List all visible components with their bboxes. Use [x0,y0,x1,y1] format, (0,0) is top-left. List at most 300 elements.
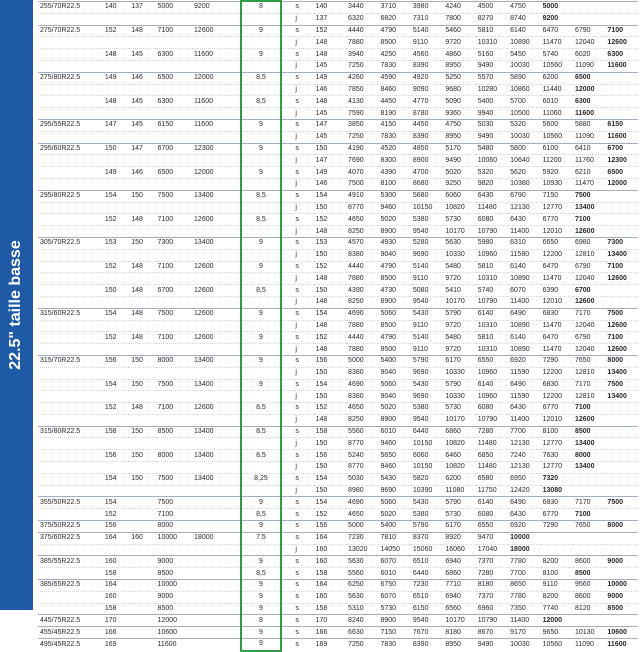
value-cell: 152 [103,509,129,521]
value-cell: 5310 [346,603,378,615]
table-row [38,60,638,72]
value-cell: 18000 [192,532,228,544]
spacer-cell [229,49,241,61]
value-cell: 4440 [346,332,378,344]
value-cell: 12810 [573,249,605,261]
value-cell: 4690 [346,308,378,320]
value-cell: 154 [103,190,129,202]
value-cell: 6140 [476,379,508,391]
value-cell: 6850 [476,450,508,462]
value-cell: 5000 [541,1,573,13]
value-cell: 10310 [476,320,508,332]
value-cell: 5740 [476,285,508,297]
rim-width-cell: 9 [241,379,282,391]
value-cell: 7100 [156,332,192,344]
mode-cell: j [293,37,313,49]
value-cell [192,391,228,403]
value-cell: 13400 [573,438,605,450]
value-cell: 5790 [411,355,443,367]
value-cell: 169 [103,639,129,651]
rim-width-cell: 9 [241,591,282,603]
value-cell [129,178,155,190]
value-cell [129,556,155,568]
spacer-cell [281,72,293,84]
value-cell [103,202,129,214]
value-cell: 10330 [443,391,475,403]
rim-width-cell: 8,5 [241,96,282,108]
value-cell: 6010 [378,426,410,438]
spacer-cell [229,25,241,37]
tire-size-cell [38,84,103,96]
value-cell: 153 [314,237,346,249]
value-cell: 7650 [573,521,605,533]
value-cell: 9040 [378,391,410,403]
table-row [38,462,638,474]
value-cell: 5020 [378,214,410,226]
value-cell: 5380 [411,214,443,226]
rim-width-cell: 9 [241,143,282,155]
value-cell: 4130 [346,96,378,108]
tire-size-cell: 385/65R22.5 [38,580,103,592]
value-cell [129,462,155,474]
value-cell: 7370 [476,556,508,568]
value-cell: 6310 [508,237,540,249]
value-cell: 11400 [508,296,540,308]
value-cell: 11470 [541,344,573,356]
value-cell: 6650 [541,237,573,249]
value-cell: 12010 [541,226,573,238]
spacer-cell [281,355,293,367]
value-cell: 10930 [541,178,573,190]
value-cell: 154 [103,379,129,391]
value-cell: 9490 [476,639,508,651]
value-cell: 6500 [573,72,605,84]
spacer-cell [281,379,293,391]
value-cell: 156 [314,521,346,533]
spacer-cell [229,379,241,391]
value-cell: 166 [314,627,346,639]
value-cell [192,37,228,49]
table-row [38,615,638,627]
value-cell [129,544,155,556]
value-cell: 8600 [573,591,605,603]
value-cell: 11600 [573,108,605,120]
value-cell: 11600 [605,60,638,72]
value-cell: 5280 [411,237,443,249]
value-cell: 7830 [378,60,410,72]
value-cell: 6470 [541,261,573,273]
value-cell: 4390 [346,285,378,297]
value-cell [156,226,192,238]
value-cell [103,485,129,497]
table-row [38,355,638,367]
value-cell: 6500 [156,72,192,84]
value-cell: 4440 [346,261,378,273]
value-cell: 4560 [411,49,443,61]
value-cell: 9170 [508,627,540,639]
value-cell: 5030 [346,473,378,485]
value-cell: 160 [314,556,346,568]
spacer-cell [281,273,293,285]
rim-width-cell: 8,5 [241,568,282,580]
spacer-cell [281,237,293,249]
rim-width-cell: 8,5 [241,190,282,202]
value-cell: 6150 [156,119,192,131]
table-row [38,178,638,190]
table-row [38,49,638,61]
value-cell: 10170 [443,414,475,426]
value-cell: 7650 [573,355,605,367]
mode-cell: s [293,615,313,627]
value-cell: 5060 [378,379,410,391]
value-cell [192,108,228,120]
spacer-cell [281,615,293,627]
value-cell: 5430 [411,497,443,509]
value-cell: 6320 [346,13,378,25]
value-cell: 8200 [541,591,573,603]
mode-cell: j [293,249,313,261]
value-cell: 9000 [156,556,192,568]
value-cell: 11590 [508,367,540,379]
value-cell: 7500 [605,308,638,320]
value-cell: 150 [314,367,346,379]
value-cell: 6770 [541,403,573,415]
spacer-cell [229,119,241,131]
value-cell: 6200 [541,72,573,84]
table-row [38,403,638,415]
tire-size-cell: 295/55R22.5 [38,119,103,131]
value-cell [103,544,129,556]
value-cell: 6150 [411,603,443,615]
value-cell: 7150 [541,190,573,202]
value-cell: 10560 [541,131,573,143]
value-cell: 156 [103,355,129,367]
value-cell [129,13,155,25]
value-cell [103,84,129,96]
value-cell: 7100 [573,403,605,415]
tire-size-cell [38,13,103,25]
value-cell: 8100 [541,426,573,438]
value-cell: 12600 [605,320,638,332]
value-cell [605,462,638,474]
value-cell: 8780 [411,108,443,120]
value-cell [605,96,638,108]
spacer-cell [229,485,241,497]
value-cell: 5090 [443,96,475,108]
value-cell: 11400 [508,615,540,627]
spacer-cell [229,450,241,462]
tire-size-cell: 275/70R22.5 [38,25,103,37]
value-cell: 10030 [508,639,540,651]
value-cell: 9490 [476,60,508,72]
value-cell [156,155,192,167]
mode-cell: j [293,131,313,143]
value-cell: 10310 [476,273,508,285]
value-cell: 4790 [378,332,410,344]
value-cell: 4570 [346,237,378,249]
value-cell [129,296,155,308]
value-cell: 150 [314,438,346,450]
value-cell: 5240 [346,450,378,462]
value-cell [103,344,129,356]
value-cell: 145 [129,96,155,108]
value-cell: 5980 [476,237,508,249]
value-cell: 10960 [476,367,508,379]
value-cell [156,367,192,379]
value-cell: 9490 [443,155,475,167]
value-cell: 9690 [378,485,410,497]
value-cell: 9000 [605,591,638,603]
value-cell: 150 [314,285,346,297]
value-cell: 4260 [346,72,378,84]
value-cell: 160 [314,544,346,556]
spacer-cell [229,332,241,344]
value-cell: 4190 [346,143,378,155]
mode-cell: s [293,532,313,544]
value-cell: 150 [103,285,129,297]
rim-width-cell [241,155,282,167]
table-row [38,438,638,450]
value-cell: 145 [314,108,346,120]
value-cell: 11470 [573,178,605,190]
value-cell [103,13,129,25]
tire-size-cell [38,438,103,450]
value-cell: 9000 [156,591,192,603]
value-cell: 149 [314,167,346,179]
value-cell: 11090 [573,131,605,143]
spacer-cell [281,426,293,438]
value-cell [103,320,129,332]
value-cell [192,580,228,592]
tire-size-cell [38,178,103,190]
value-cell [103,391,129,403]
value-cell: 9470 [476,532,508,544]
value-cell: 8920 [443,532,475,544]
value-cell: 5630 [346,591,378,603]
value-cell: 5060 [378,308,410,320]
value-cell: 5560 [346,568,378,580]
tire-size-cell [38,403,103,415]
value-cell: 6700 [573,285,605,297]
rim-width-cell [241,178,282,190]
table-row [38,627,638,639]
mode-cell: s [293,639,313,651]
value-cell [129,391,155,403]
value-cell [192,367,228,379]
value-cell: 12600 [605,273,638,285]
value-cell: 12010 [541,296,573,308]
value-cell: 12040 [573,320,605,332]
value-cell: 10820 [443,462,475,474]
value-cell: 6960 [476,603,508,615]
value-cell: 146 [129,167,155,179]
value-cell: 7100 [156,261,192,273]
value-cell [156,60,192,72]
value-cell: 10960 [476,249,508,261]
value-cell: 12200 [541,391,573,403]
tire-size-cell: 375/50R22.5 [38,521,103,533]
table-row [38,367,638,379]
value-cell [192,556,228,568]
spacer-cell [229,509,241,521]
value-cell: 7170 [573,379,605,391]
mode-cell: s [293,190,313,202]
value-cell: 5380 [411,509,443,521]
mode-cell: j [293,273,313,285]
rim-width-cell [241,391,282,403]
value-cell: 10150 [411,202,443,214]
value-cell: 12000 [156,615,192,627]
value-cell: 10890 [508,273,540,285]
value-cell: 12040 [573,273,605,285]
spacer-cell [229,72,241,84]
value-cell: 156 [314,450,346,462]
value-cell [192,497,228,509]
value-cell: 149 [103,72,129,84]
value-cell: 10390 [411,485,443,497]
value-cell: 6500 [156,167,192,179]
rim-width-cell: 9 [241,627,282,639]
value-cell: 158 [103,603,129,615]
value-cell: 8500 [378,37,410,49]
value-cell: 11600 [605,131,638,143]
table-row [38,1,638,13]
value-cell: 164 [103,580,129,592]
value-cell: 7100 [156,214,192,226]
rim-width-cell [241,296,282,308]
spacer-cell [229,320,241,332]
table-row [38,485,638,497]
spacer-cell [229,391,241,403]
value-cell: 7500 [156,308,192,320]
value-cell [605,84,638,96]
value-cell: 9690 [411,249,443,261]
value-cell: 18000 [508,544,540,556]
mode-cell: j [293,320,313,332]
section-side-tab [0,0,33,610]
value-cell: 7290 [541,355,573,367]
value-cell: 12000 [573,84,605,96]
value-cell [192,603,228,615]
value-cell: 7230 [346,532,378,544]
value-cell: 154 [103,308,129,320]
value-cell: 148 [103,96,129,108]
spacer-cell [229,591,241,603]
value-cell: 154 [314,473,346,485]
value-cell: 12300 [192,143,228,155]
value-cell: 6020 [573,49,605,61]
value-cell: 10170 [443,226,475,238]
mode-cell: j [293,60,313,72]
value-cell: 6790 [573,25,605,37]
value-cell: 10310 [476,344,508,356]
table-row [38,426,638,438]
spacer-cell [281,296,293,308]
value-cell: 11590 [508,391,540,403]
value-cell: 11090 [573,60,605,72]
spacer-cell [281,1,293,13]
value-cell: 7700 [508,426,540,438]
spacer-cell [229,532,241,544]
value-cell [156,131,192,143]
tire-size-cell: 315/80R22.5 [38,426,103,438]
value-cell: 12130 [508,462,540,474]
value-cell: 6510 [411,556,443,568]
value-cell: 12770 [541,202,573,214]
value-cell: 12810 [573,367,605,379]
value-cell: 11470 [541,37,573,49]
value-cell: 11400 [508,226,540,238]
value-cell: 8900 [378,414,410,426]
value-cell [103,414,129,426]
rim-width-cell [241,462,282,474]
spacer-cell [229,308,241,320]
value-cell: 7850 [346,84,378,96]
value-cell: 152 [103,25,129,37]
value-cell: 4930 [378,237,410,249]
value-cell: 6080 [476,214,508,226]
value-cell: 5140 [411,332,443,344]
value-cell: 10790 [476,226,508,238]
rim-width-cell: 8 [241,615,282,627]
mode-cell: s [293,72,313,84]
value-cell: 6820 [378,13,410,25]
value-cell [129,37,155,49]
tire-size-cell [38,296,103,308]
value-cell: 5810 [476,25,508,37]
value-cell: 5000 [346,521,378,533]
value-cell: 6490 [508,308,540,320]
value-cell: 5020 [443,167,475,179]
spacer-cell [229,568,241,580]
value-cell [129,367,155,379]
value-cell: 9040 [378,367,410,379]
spacer-cell [281,320,293,332]
value-cell: 4770 [411,96,443,108]
value-cell: 6790 [573,332,605,344]
mode-cell: s [293,143,313,155]
value-cell: 6210 [573,167,605,179]
value-cell: 140 [314,1,346,13]
table-row [38,509,638,521]
mode-cell: j [293,202,313,214]
value-cell: 5320 [476,167,508,179]
value-cell: 6300 [156,96,192,108]
mode-cell: s [293,473,313,485]
tire-size-cell [38,226,103,238]
value-cell: 13400 [192,355,228,367]
value-cell: 6430 [476,190,508,202]
value-cell: 7350 [508,603,540,615]
spacer-cell [281,497,293,509]
value-cell: 150 [314,485,346,497]
spacer-cell [229,473,241,485]
value-cell [156,344,192,356]
value-cell: 154 [314,308,346,320]
spacer-cell [229,367,241,379]
value-cell: 164 [314,532,346,544]
value-cell: 4790 [378,261,410,273]
value-cell: 6550 [476,521,508,533]
rim-width-cell [241,367,282,379]
value-cell: 8120 [573,603,605,615]
value-cell: 11600 [192,119,228,131]
spacer-cell [229,84,241,96]
value-cell: 7170 [573,308,605,320]
spacer-cell [281,202,293,214]
value-cell: 150 [314,202,346,214]
value-cell: 5820 [411,473,443,485]
